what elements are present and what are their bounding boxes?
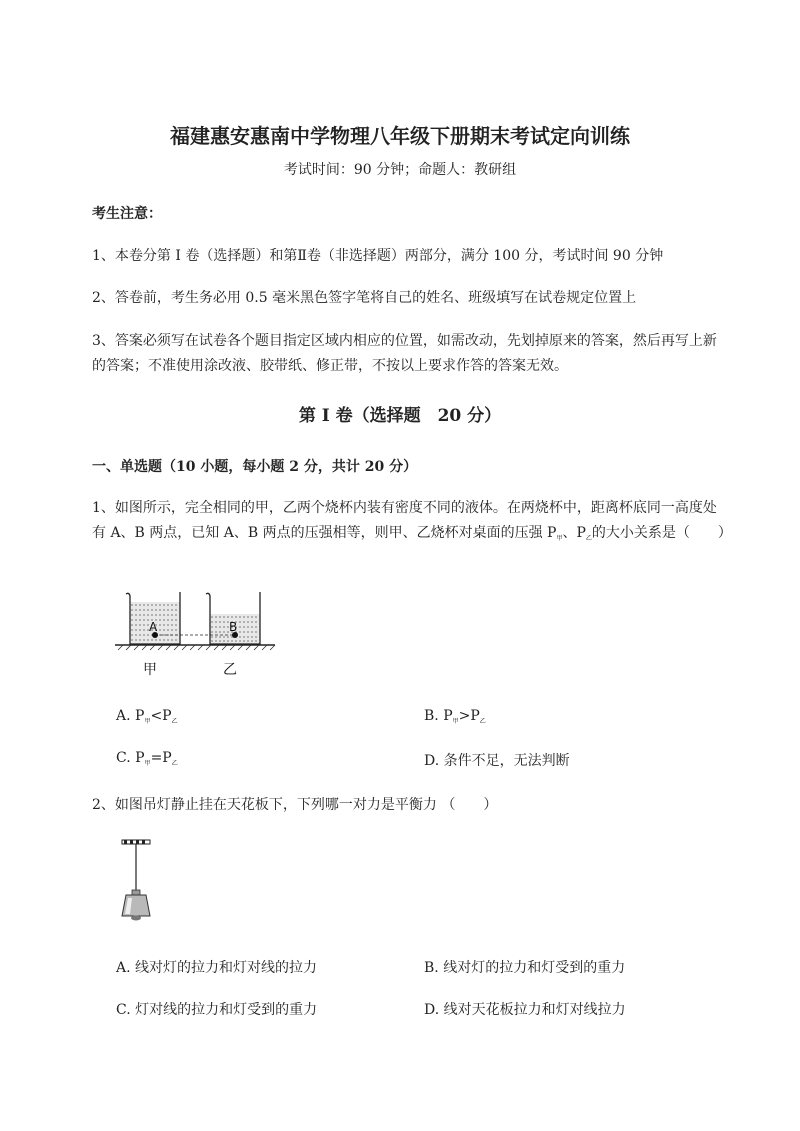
question-1-line-1: 1、如图所示，完全相同的甲，乙两个烧杯内装有密度不同的液体。在两烧杯中，距离杯底同一高度处: [92, 500, 717, 516]
q1-option-c: [116, 750, 178, 767]
beaker-label-yi: 乙: [223, 662, 237, 678]
q1-option-b-sub-yi: 乙: [479, 718, 486, 725]
lamp-figure: [112, 838, 162, 928]
notice-item-3-cont: 的答案；不准使用涂改液、胶带纸、修正带，不按以上要求作答的答案无效。: [92, 358, 568, 374]
beaker-label-jia: 甲: [143, 662, 157, 678]
part-heading: 一、单选题（10 小题，每小题 2 分，共计 20 分）: [92, 459, 418, 475]
q1-sep: 、P: [562, 525, 586, 541]
q1-option-c-sub-yi: 乙: [171, 760, 178, 767]
q1-option-c-mid: =P: [150, 750, 172, 766]
section-title: 第 I 卷（选择题 20 分）: [298, 406, 502, 426]
q1-text-pre: 有 A、B 两点，已知 A、B 两点的压强相等，则甲、乙烧杯对桌面的压强 P: [92, 525, 557, 541]
label-a: A: [149, 620, 158, 634]
q1-option-a-prefix: A. P: [116, 708, 145, 724]
q1-option-c-prefix: C. P: [116, 750, 145, 766]
lamp-socket: [132, 890, 140, 895]
question-2: 2、如图吊灯静止挂在天花板下，下列哪一对力是平衡力 （ ）: [92, 797, 498, 813]
q1-sub-yi: 乙: [585, 535, 592, 542]
page-title: 福建惠安惠南中学物理八年级下册期末考试定向训练: [170, 124, 630, 148]
label-b: B: [229, 620, 238, 634]
q1-option-b-prefix: B. P: [424, 708, 453, 724]
q2-option-a: A. 线对灯的拉力和灯对线的拉力: [116, 960, 318, 976]
q1-option-b: [424, 708, 486, 725]
q2-option-c: C. 灯对线的拉力和灯受到的重力: [116, 1002, 318, 1018]
notice-heading: 考生注意：: [92, 206, 162, 222]
q1-option-b-sub-jia: 甲: [452, 718, 459, 725]
q1-option-a-sub-yi: 乙: [171, 718, 178, 725]
beakers-figure: [110, 580, 290, 680]
q1-option-d: D. 条件不足，无法判断: [424, 753, 570, 769]
notice-item-3: 3、答案必须写在试卷各个题目指定区域内相应的位置，如需改动，先划掉原来的答案，然后再写上新: [92, 333, 717, 349]
q2-option-b: B. 线对灯的拉力和灯受到的重力: [424, 960, 626, 976]
q1-text-post: 的大小关系是（ ）: [591, 525, 732, 541]
q1-sub-jia: 甲: [556, 535, 563, 542]
q2-option-d: D. 线对天花板拉力和灯对线拉力: [424, 1002, 626, 1018]
lamp-bulb: [131, 916, 141, 921]
notice-item-2: 2、答卷前，考生务必用 0.5 毫米黑色签字笔将自己的姓名、班级填写在试卷规定位置上: [92, 290, 637, 306]
q1-option-b-mid: >P: [458, 708, 480, 724]
q1-option-a-sub-jia: 甲: [144, 718, 151, 725]
q1-option-a-mid: <P: [150, 708, 172, 724]
page-subtitle: 考试时间：90 分钟；命题人：教研组: [283, 162, 517, 178]
q1-option-a: [116, 708, 178, 725]
question-1-line-2: [92, 522, 732, 542]
notice-item-1: 1、本卷分第 I 卷（选择题）和第Ⅱ卷（非选择题）两部分，满分 100 分，考试时间 90 分钟: [92, 248, 664, 264]
q1-option-c-sub-jia: 甲: [144, 760, 151, 767]
